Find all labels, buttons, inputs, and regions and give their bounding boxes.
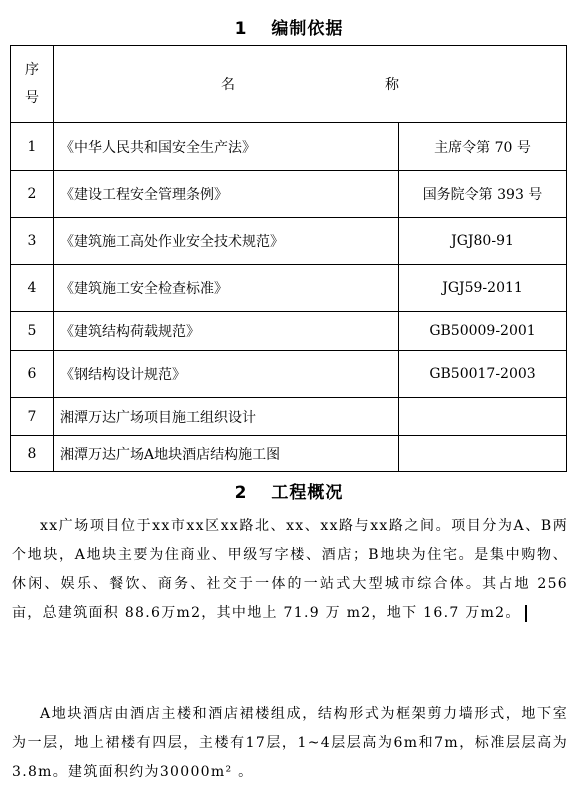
table-header-row <box>11 46 567 123</box>
section-1-heading <box>0 14 578 39</box>
row-name: 《中华人民共和国安全生产法》 <box>54 123 399 171</box>
header-name-cell <box>54 46 567 123</box>
row-name: 《建筑结构荷载规范》 <box>54 312 399 351</box>
overview-paragraph-2 <box>12 700 568 787</box>
row-name: 湘潭万达广场A地块酒店结构施工图 <box>54 436 399 472</box>
section-2-heading <box>0 478 578 503</box>
table-row <box>11 218 567 265</box>
section-number: 1 <box>234 19 248 39</box>
row-no: 2 <box>11 171 54 218</box>
header-no-cell <box>11 46 54 123</box>
row-no: 3 <box>11 218 54 265</box>
row-code <box>399 436 567 472</box>
table-row <box>11 351 567 398</box>
section-title: 工程概况 <box>271 483 344 503</box>
row-name: 《钢结构设计规范》 <box>54 351 399 398</box>
table-row <box>11 436 567 472</box>
row-code: 国务院令第 393 号 <box>399 171 567 218</box>
header-name-left: 名 <box>221 77 235 93</box>
row-no: 8 <box>11 436 54 472</box>
row-code: GB50017-2003 <box>399 351 567 398</box>
row-no: 7 <box>11 398 54 436</box>
row-no: 5 <box>11 312 54 351</box>
row-name: 《建设工程安全管理条例》 <box>54 171 399 218</box>
row-name: 《建筑施工安全检查标准》 <box>54 265 399 312</box>
table-row <box>11 123 567 171</box>
row-code <box>399 398 567 436</box>
section-number: 2 <box>234 483 248 503</box>
row-no: 1 <box>11 123 54 171</box>
table-row <box>11 312 567 351</box>
row-no: 6 <box>11 351 54 398</box>
text-cursor <box>525 605 527 622</box>
row-no: 4 <box>11 265 54 312</box>
table-row <box>11 171 567 218</box>
row-name: 湘潭万达广场项目施工组织设计 <box>54 398 399 436</box>
overview-text-2: A地块酒店由酒店主楼和酒店裙楼组成，结构形式为框架剪力墙形式，地下室为一层，地上裙楼有四层，主楼有17层，1~4层层高为6m和7m，标准层层高为3.8m。建筑面积约为30000m² 。 <box>12 706 568 780</box>
section-title: 编制依据 <box>271 19 344 39</box>
header-no: 序号 <box>25 62 39 106</box>
overview-text-1: xx广场项目位于xx市xx区xx路北、xx、xx路与xx路之间。项目分为A、B两个地块，A地块主要为住商业、甲级写字楼、酒店；B地块为住宅。是集中购物、休闲、娱乐、餐饮、商务、社交于一体的一站式大型城市综合体。其占地 256亩，总建筑面积 88.6万m2，其中地上 71.9 万 m2，地下 16.7 万m2。 <box>12 518 568 621</box>
row-code: 主席令第 70 号 <box>399 123 567 171</box>
row-code: GB50009-2001 <box>399 312 567 351</box>
overview-paragraph-1 <box>12 512 568 628</box>
basis-table <box>10 45 567 472</box>
table-row <box>11 265 567 312</box>
row-code: JGJ59-2011 <box>399 265 567 312</box>
row-code: JGJ80-91 <box>399 218 567 265</box>
row-name: 《建筑施工高处作业安全技术规范》 <box>54 218 399 265</box>
table-row <box>11 398 567 436</box>
header-name-right: 称 <box>385 77 399 93</box>
